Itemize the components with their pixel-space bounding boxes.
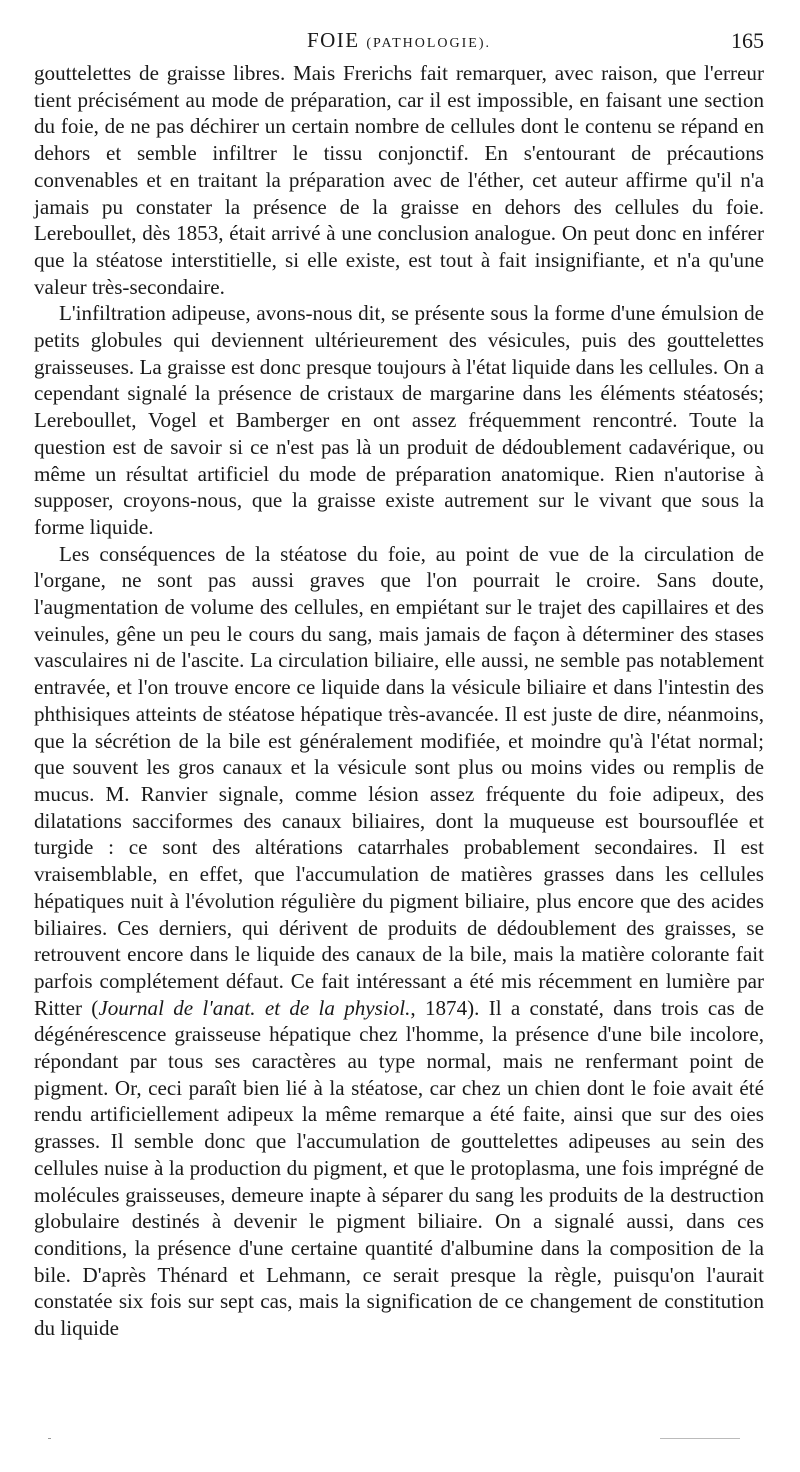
paragraph-1: gouttelettes de graisse libres. Mais Frerichs fait remarquer, avec raison, que l'erreur tient précisément au mode de préparation, car il est impossible, en faisant une section du foie, de ne pas déchirer un certain nombre de cellules dont le contenu se répand en dehors et semble infiltrer le tissu conjonctif. En s'entourant de précautions convenables et en traitant la préparation avec de l'éther, cet auteur affirme qu'il n'a jamais pu constater la présence de la graisse en dehors des cellules du foie. Lereboullet, dès 1853, était arrivé à une conclusion analogue. On peut donc en inférer que la stéatose interstitielle, si elle existe, est tout à fait insignifiante, et n'a qu'une valeur très-secondaire. [34,61,764,299]
footer-mark-left [48,1438,51,1439]
paragraph-3-text-b: , 1874). Il a constaté, dans trois cas de dégénérescence graisseuse hépatique chez l'homme, la présence d'une bile incolore, répondant par tous ses caractères au type normal, mais ne renfermant point de pigment. Or, ceci paraît bien lié à la stéatose, car chez un chien dont le foie avait été rendu artificiellement adipeux la même remarque a été faite, ainsi que sur des oies grasses. Il semble donc que l'accumulation de gouttelettes adipeuses au sein des cellules nuise à la production du pigment, et que le protoplasma, une fois imprégné de molécules graisseuses, demeure inapte à séparer du sang les produits de la destruction globulaire destinés à devenir le pigment biliaire. On a signalé aussi, dans ces conditions, la présence d'une certaine quantité d'albumine dans la composition de la bile. D'après Thénard et Lehmann, ce serait presque la règle, puisqu'on l'aurait constatée six fois sur sept cas, mais la signification de ce changement de constitution du liquide [34,995,764,1341]
paragraph-2: L'infiltration adipeuse, avons-nous dit, se présente sous la forme d'une émulsion de petits globules qui deviennent ultérieurement des vésicules, puis des gouttelettes graisseuses. La graisse est donc presque toujours à l'état liquide dans les cellules. On a cependant signalé la présence de cristaux de margarine dans les éléments stéatosés; Lereboullet, Vogel et Bamberger en ont assez fréquemment rencontré. Toute la question est de savoir si ce n'est pas là un produit de dédoublement cadavérique, ou même un résultat artificiel du mode de préparation anatomique. Rien n'autorise à supposer, croyons-nous, que la graisse existe autrement sur le vivant que sous la forme liquide. [34,301,764,539]
body-text [34,60,764,1342]
running-title-sub: (PATHOLOGIE). [366,36,492,51]
running-title-main: FOIE [306,28,360,52]
running-header [34,22,764,56]
running-title [34,28,764,53]
journal-citation: Journal de l'anat. et de la physiol. [98,995,411,1020]
paragraph-3-text-a: Les conséquences de la stéatose du foie, au point de vue de la circulation de l'organe, ne sont pas aussi graves que l'on pourrait le croire. Sans doute, l'augmentation de volume des cellules, en empiétant sur le trajet des capillaires et des veinules, gêne un peu le cours du sang, mais jamais de façon à déterminer des stases vasculaires ni de l'ascite. La circulation biliaire, elle aussi, ne semble pas notablement entravée, et l'on trouve encore ce liquide dans la vésicule biliaire et dans l'intestin des phthisiques atteints de stéatose hépatique très-avancée. Il est juste de dire, néanmoins, que la sécrétion de la bile est généralement modifiée, et moindre qu'à l'état normal; que souvent les gros canaux et la vésicule sont plus ou moins vides ou remplis de mucus. M. Ranvier signale, comme lésion assez fréquente du foie adipeux, des dilatations sacciformes des canaux biliaires, dont la muqueuse est boursouflée et turgide : ce sont des altérations catarrhales probablement secondaires. Il est vraisemblable, en effet, que l'accumulation de matières grasses dans les cellules hépatiques nuit à l'évolution régulière du pigment biliaire, plus encore que des acides biliaires. Ces derniers, qui dérivent de produits de dédoublement des graisses, se retrouvent encore dans le liquide des canaux de la bile, mais la matière colorante fait parfois complétement défaut. Ce fait intéressant a été mis récemment en lumière par Ritter ( [34,541,764,1020]
paragraph-3 [34,541,764,1342]
footer-mark-right [660,1438,740,1439]
page-number: 165 [731,28,764,53]
footer-marks [40,1438,760,1442]
